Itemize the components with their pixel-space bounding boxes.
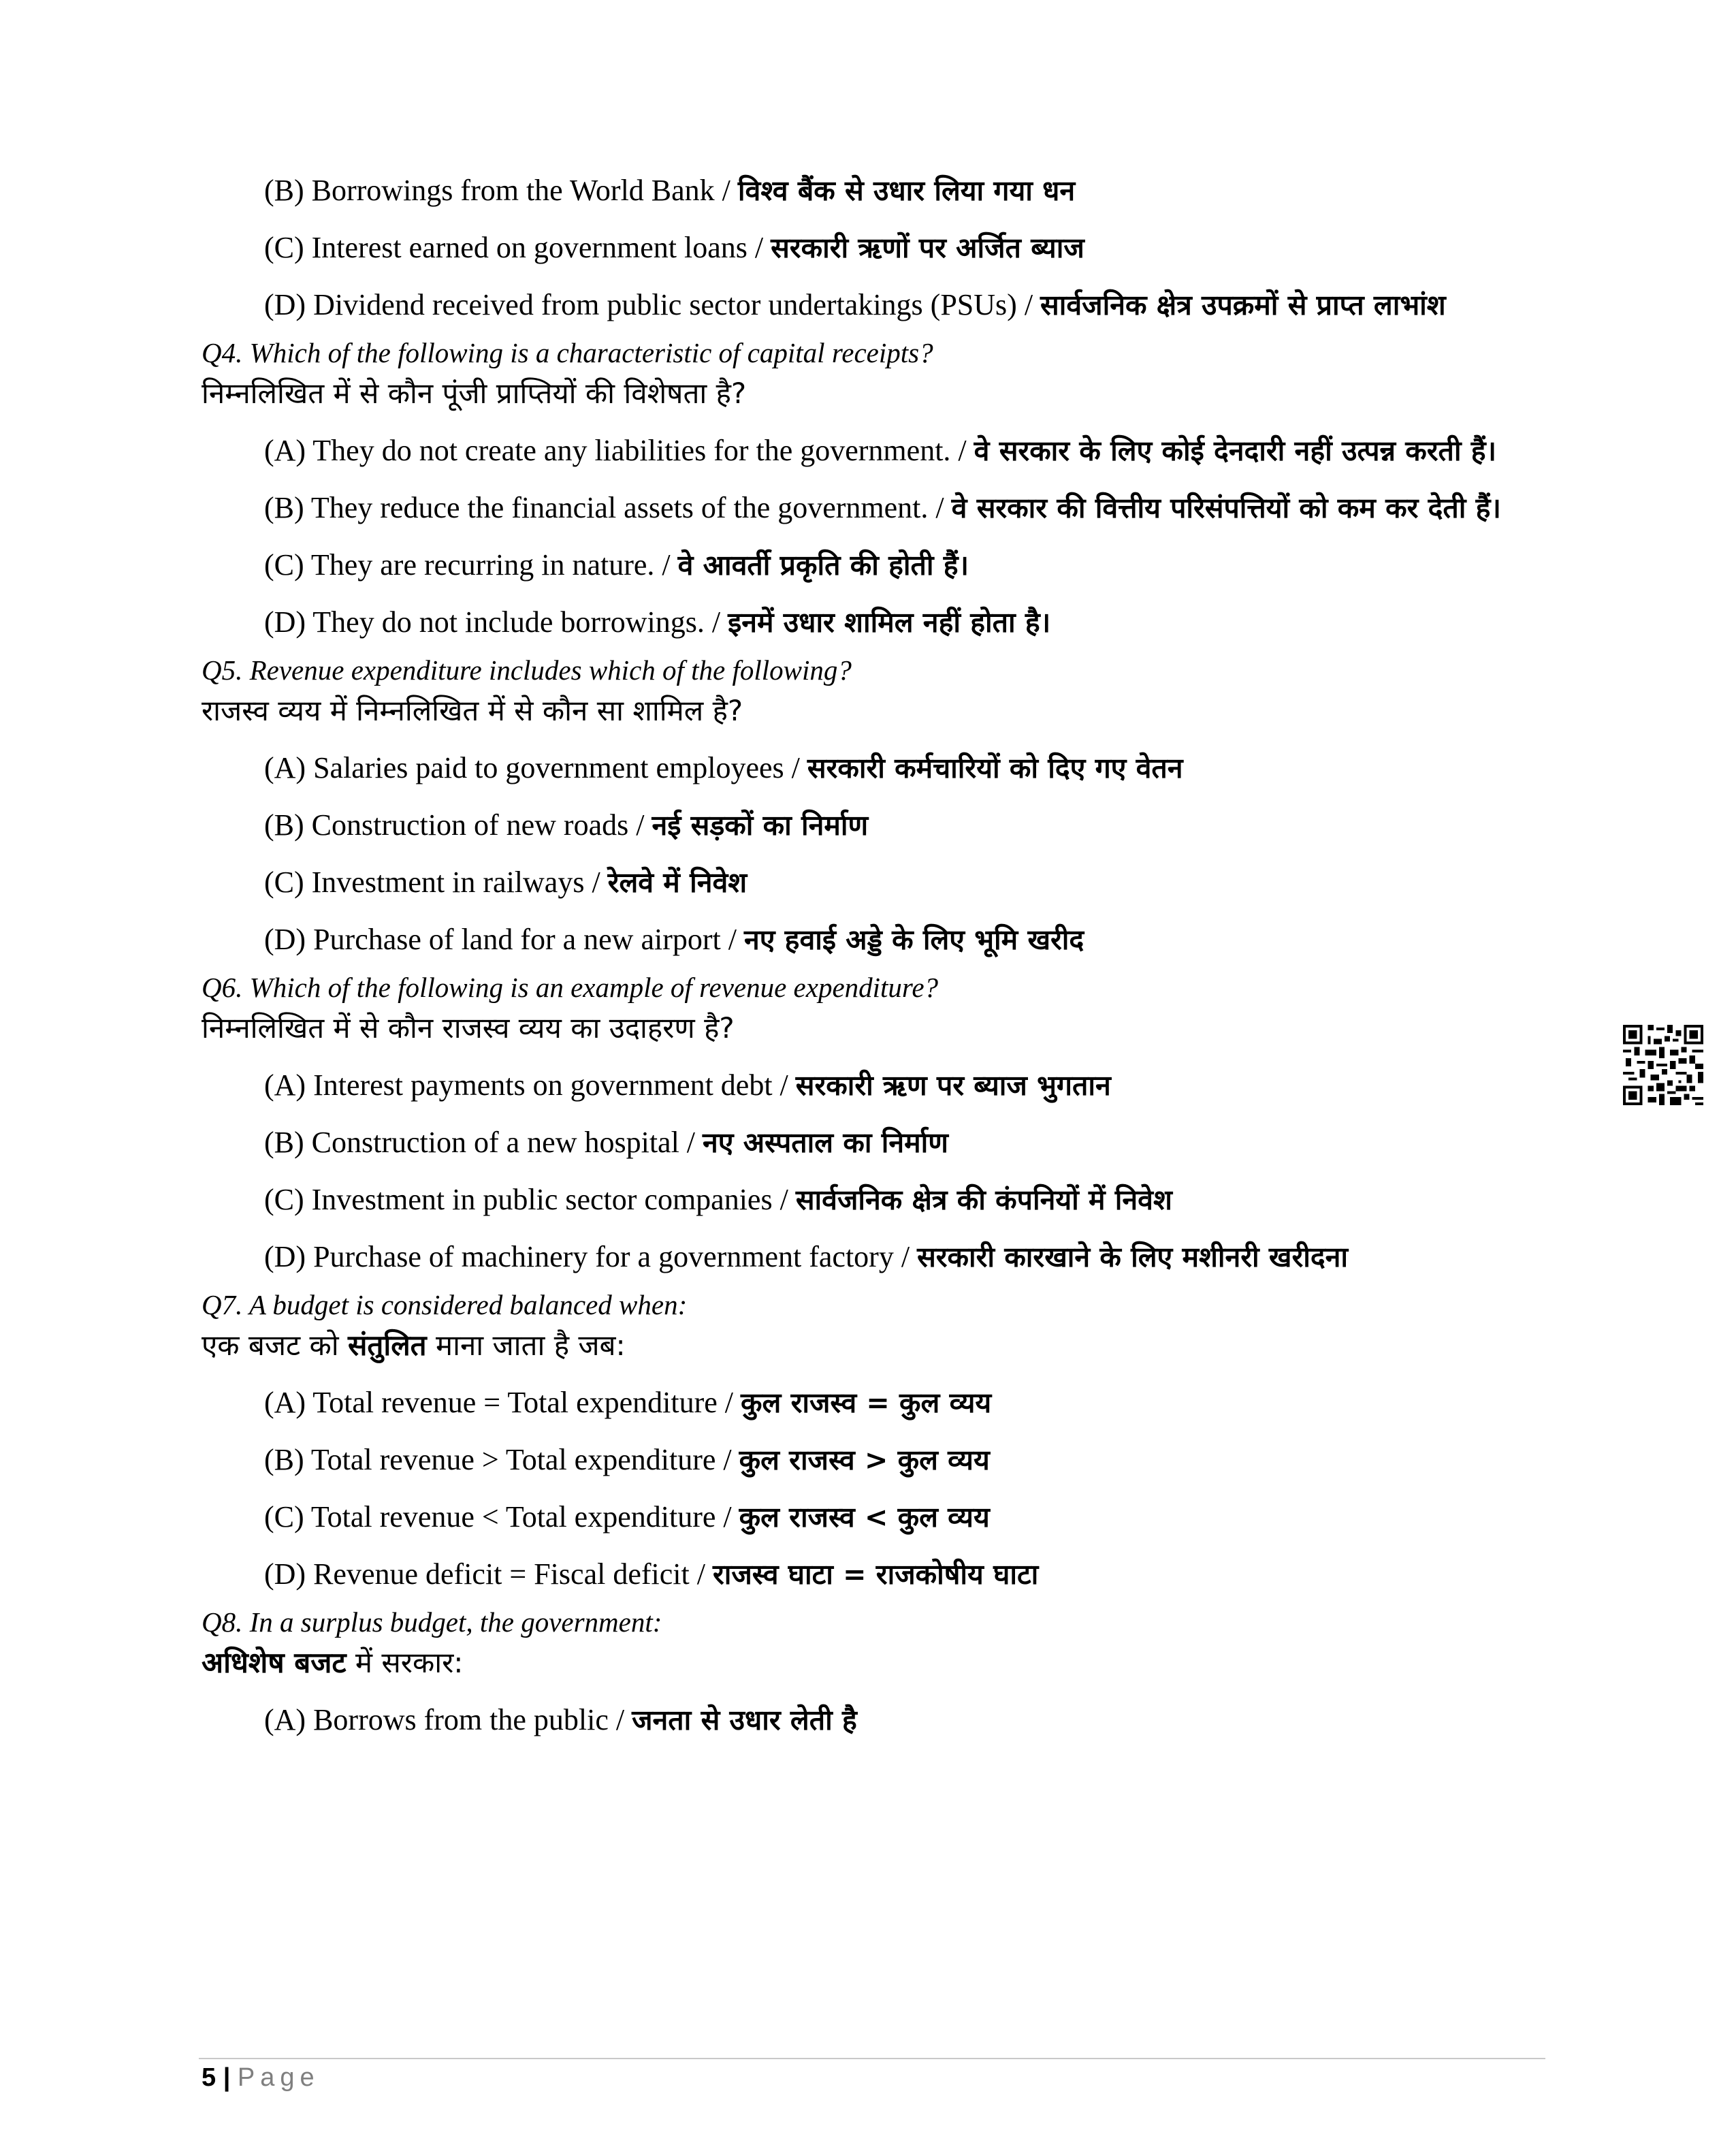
- question-text-hi: निम्नलिखित में से कौन राजस्व व्यय का उदाहरण है?: [202, 1011, 735, 1045]
- q3-options: [202, 162, 1549, 334]
- option-a: (A) Salaries paid to government employees / सरकारी कर्मचारियों को दिए गए वेतन: [264, 751, 1183, 784]
- option-c: (C) They are recurring in nature. / वे आवर्ती प्रकृति की होती हैं।: [264, 548, 969, 582]
- question-5: [202, 651, 1549, 968]
- question-8: [202, 1603, 1549, 1749]
- question-text-en: Q8. In a surplus budget, the government:: [202, 1606, 662, 1638]
- question-text-en: Q7. A budget is considered balanced when:: [202, 1289, 688, 1320]
- option-a: (A) Total revenue = Total expenditure / कुल राजस्व = कुल व्यय: [264, 1386, 992, 1419]
- question-text-en: Q4. Which of the following is a characteristic of capital receipts?: [202, 337, 933, 368]
- option-d: (D) Purchase of machinery for a government factory / सरकारी कारखाने के लिए मशीनरी खरीदना: [264, 1240, 1349, 1273]
- qr-code-icon: [1623, 1023, 1703, 1107]
- option-d: (D) They do not include borrowings. / इनमें उधार शामिल नहीं होता है।: [264, 605, 1051, 639]
- question-text-hi: एक बजट को संतुलित माना जाता है जब:: [202, 1329, 626, 1362]
- option-b: (B) Construction of new roads / नई सड़कों का निर्माण: [264, 808, 869, 842]
- option-d: (D) Purchase of land for a new airport / नए हवाई अड्डे के लिए भूमि खरीद: [264, 923, 1084, 956]
- option-c: (C) Investment in public sector companies / सार्वजनिक क्षेत्र की कंपनियों में निवेश: [264, 1183, 1172, 1216]
- option-b: (B) Construction of a new hospital / नए अस्पताल का निर्माण: [264, 1126, 948, 1159]
- option-c: (C) Total revenue < Total expenditure / कुल राजस्व < कुल व्यय: [264, 1500, 990, 1534]
- option-d: (D) Dividend received from public sector undertakings (PSUs) / सार्वजनिक क्षेत्र उपक्रमों से प्राप्त लाभांश: [264, 288, 1446, 321]
- question-text-en: Q5. Revenue expenditure includes which of the following?: [202, 654, 852, 686]
- option-b: (B) Borrowings from the World Bank / विश्व बैंक से उधार लिया गया धन: [264, 174, 1076, 207]
- option-a: (A) Interest payments on government debt / सरकारी ऋण पर ब्याज भुगतान: [264, 1068, 1111, 1102]
- option-d: (D) Revenue deficit = Fiscal deficit / राजस्व घाटा = राजकोषीय घाटा: [264, 1557, 1039, 1591]
- option-c: (C) Interest earned on government loans / सरकारी ऋणों पर अर्जित ब्याज: [264, 231, 1084, 264]
- option-a: (A) They do not create any liabilities for the government. / वे सरकार के लिए कोई देनदारी नहीं उत्पन्न करती हैं।: [264, 434, 1497, 467]
- footer-divider: [199, 2058, 1545, 2059]
- question-text-hi: निम्नलिखित में से कौन पूंजी प्राप्तियों की विशेषता है?: [202, 377, 747, 410]
- option-b: (B) They reduce the financial assets of the government. / वे सरकार की वित्तीय परिसंपत्तियों को कम कर देती हैं।: [264, 491, 1501, 524]
- page-content: [202, 162, 1549, 1749]
- question-6: [202, 968, 1549, 1286]
- option-b: (B) Total revenue > Total expenditure / कुल राजस्व > कुल व्यय: [264, 1443, 990, 1476]
- page-footer: 5 | Page: [202, 2063, 320, 2092]
- question-text-en: Q6. Which of the following is an example of revenue expenditure?: [202, 972, 939, 1003]
- question-text-hi: राजस्व व्यय में निम्नलिखित में से कौन सा शामिल है?: [202, 694, 743, 727]
- question-text-hi: अधिशेष बजट में सरकार:: [202, 1646, 464, 1679]
- question-7: [202, 1286, 1549, 1603]
- question-4: [202, 334, 1549, 651]
- option-c: (C) Investment in railways / रेलवे में निवेश: [264, 865, 748, 899]
- option-a: (A) Borrows from the public / जनता से उधार लेती है: [264, 1703, 857, 1736]
